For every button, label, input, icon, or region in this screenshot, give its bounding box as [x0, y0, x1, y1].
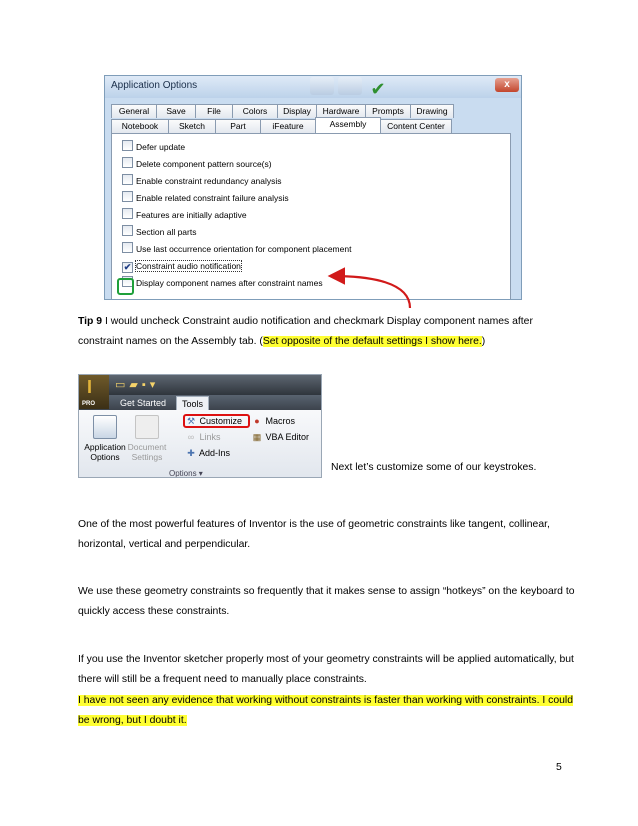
option-label: Defer update — [136, 142, 186, 152]
tab-hardware[interactable]: Hardware — [316, 104, 366, 118]
macros-label: Macros — [265, 416, 296, 426]
page-number: 5 — [556, 762, 562, 773]
quick-access-icons[interactable]: ▭▰▪▾ — [115, 379, 160, 391]
option-label: Enable related constraint failure analysis — [136, 193, 289, 203]
tab-general[interactable]: General — [111, 104, 157, 118]
tip-9-paragraph — [78, 312, 578, 352]
tab-save[interactable]: Save — [156, 104, 196, 118]
checkbox-highlight-box — [117, 278, 134, 295]
checkbox-unchecked[interactable] — [122, 140, 133, 151]
checkbox-unchecked[interactable] — [122, 174, 133, 185]
tab-row-1 — [111, 104, 453, 118]
option-label: Enable constraint redundancy analysis — [136, 176, 282, 186]
dialog-title: Application Options — [111, 80, 198, 91]
tab-drawing[interactable]: Drawing — [410, 104, 454, 118]
tab-notebook[interactable]: Notebook — [111, 119, 169, 133]
close-button[interactable]: x — [495, 78, 519, 92]
links-label: Links — [199, 432, 221, 442]
tab-get-started[interactable]: Get Started — [120, 398, 167, 408]
option-row[interactable] — [122, 208, 247, 222]
option-label: Use last occurrence orientation for component placement — [136, 244, 352, 254]
vba-editor-button[interactable] — [251, 431, 309, 443]
application-options-screenshot — [104, 75, 522, 300]
checkbox-checked[interactable]: ✔ — [123, 262, 132, 272]
dialog-titlebar — [105, 76, 521, 98]
logo-pro-label: PRO — [82, 401, 96, 407]
add-ins-label: Add-Ins — [199, 448, 231, 458]
paragraph-constraints: One of the most powerful features of Inventor is the use of geometric constraints like tangent, collinear, horizontal, vertical and perpendicular. — [78, 519, 550, 550]
links-icon: ∞ — [187, 432, 195, 442]
tab-assembly[interactable]: Assembly — [315, 117, 381, 133]
option-row[interactable] — [122, 140, 185, 154]
tip-close: ) — [481, 336, 486, 347]
option-label: Features are initially adaptive — [136, 210, 247, 220]
option-row[interactable] — [122, 225, 196, 239]
customize-label: Customize — [199, 416, 243, 426]
tab-part[interactable]: Part — [215, 119, 261, 133]
tip-highlight: Set opposite of the default settings I show here. — [262, 336, 482, 347]
option-row[interactable] — [122, 242, 351, 256]
tab-prompts[interactable]: Prompts — [365, 104, 411, 118]
checkbox-unchecked[interactable] — [122, 191, 133, 202]
paragraph-sketcher: If you use the Inventor sketcher properly most of your geometry constraints will be applied automatically, but there will still be a frequent need to manually place constraints. — [78, 654, 574, 685]
checkbox-unchecked[interactable] — [122, 208, 133, 219]
document-settings-icon — [135, 415, 159, 439]
import-icon[interactable] — [310, 77, 334, 95]
application-options-icon — [93, 415, 117, 439]
macros-button[interactable] — [251, 415, 295, 427]
tab-row-2 — [111, 119, 451, 133]
option-row[interactable] — [122, 157, 272, 171]
tab-file[interactable]: File — [195, 104, 233, 118]
tab-tools[interactable]: Tools — [176, 396, 209, 410]
tab-sketch[interactable]: Sketch — [168, 119, 216, 133]
ribbon-screenshot — [78, 374, 322, 478]
customize-highlight-box — [183, 414, 250, 428]
option-row[interactable] — [122, 191, 289, 205]
application-options-label: Application Options — [84, 442, 126, 462]
tab-content-center[interactable]: Content Center — [380, 119, 452, 133]
option-row[interactable] — [122, 259, 241, 273]
document-settings-label: Document Settings — [127, 442, 167, 462]
macros-icon: ● — [254, 416, 260, 426]
option-row[interactable] — [122, 174, 282, 188]
apply-check-icon[interactable]: ✔ — [370, 79, 386, 99]
option-label: Display component names after constraint names — [136, 278, 323, 288]
customize-icon: ⚒ — [186, 416, 196, 426]
opinion-highlight: I have not seen any evidence that working without constraints is faster than working with constraints. I could be wrong, but I doubt it. — [78, 695, 573, 726]
options-group-label[interactable]: Options ▾ — [169, 469, 203, 478]
tab-display[interactable]: Display — [277, 104, 317, 118]
paragraph-opinion — [78, 691, 578, 731]
tip-text: I would uncheck Constraint audio notification and checkmark Display component names after constraint names on the Assembly tab. ( — [78, 316, 533, 347]
add-ins-button[interactable] — [185, 447, 230, 459]
inventor-i-icon: I — [87, 377, 93, 397]
links-button[interactable] — [185, 431, 221, 443]
option-label: Constraint audio notification — [136, 261, 241, 271]
option-row[interactable] — [122, 276, 323, 290]
vba-editor-label: VBA Editor — [265, 432, 310, 442]
add-ins-icon: ✚ — [187, 448, 195, 458]
tip-label: Tip 9 — [78, 316, 103, 327]
export-icon[interactable] — [338, 77, 362, 95]
option-label: Delete component pattern source(s) — [136, 159, 272, 169]
option-label: Section all parts — [136, 227, 197, 237]
tab-colors[interactable]: Colors — [232, 104, 278, 118]
checkbox-unchecked[interactable] — [122, 157, 133, 168]
vba-editor-icon: ▦ — [252, 432, 262, 442]
customize-callout: Next let’s customize some of our keystrokes. — [331, 462, 537, 473]
assembly-options-panel — [111, 133, 511, 300]
checkbox-unchecked[interactable] — [122, 225, 133, 236]
document-settings-button[interactable] — [125, 415, 169, 462]
application-options-button[interactable] — [83, 415, 127, 462]
inventor-logo[interactable] — [79, 375, 109, 409]
paragraph-hotkeys: We use these geometry constraints so frequently that it makes sense to assign “hotkeys” on the keyboard to quickly access these constraints. — [78, 586, 575, 617]
dialog-toolbar — [310, 77, 394, 97]
checkbox-unchecked[interactable] — [122, 242, 133, 253]
tab-ifeature[interactable]: iFeature — [260, 119, 316, 133]
